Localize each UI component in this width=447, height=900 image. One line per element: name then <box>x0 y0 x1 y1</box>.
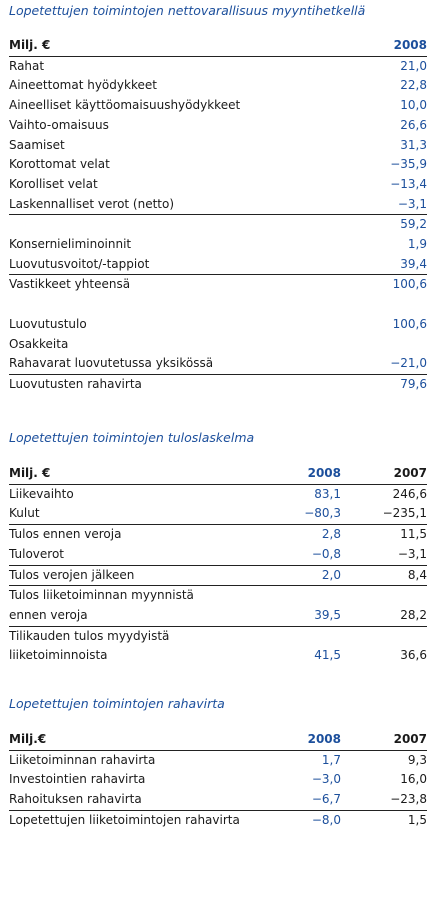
value-2008: −3,0 <box>311 772 341 787</box>
value-2008: 100,6 <box>392 316 427 331</box>
value-2008: 2,0 <box>229 565 341 586</box>
value-2008: −6,7 <box>311 792 341 807</box>
section-title-cashflow: Lopetettujen toimintojen rahavirta <box>9 696 225 711</box>
row-label: Korottomat velat <box>9 157 110 172</box>
section-title-disposals: Lopetettujen toimintojen nettovarallisuus myyntihetkellä <box>9 3 366 18</box>
row-label: Vastikkeet yhteensä <box>9 275 339 295</box>
spacer-row <box>9 295 427 315</box>
table-row <box>9 155 427 175</box>
row-label: Investointien rahavirta <box>9 772 146 787</box>
table-header-row <box>9 36 427 56</box>
table-row <box>9 335 427 355</box>
table-row <box>9 354 427 374</box>
value-2008: 2,8 <box>229 525 341 545</box>
table-header-row <box>9 730 427 750</box>
value-2008: 26,6 <box>400 117 427 132</box>
value-2008: 21,0 <box>400 58 427 73</box>
value-2008: 1,7 <box>321 752 341 767</box>
table-row <box>9 175 427 195</box>
column-header-label: Milj. € <box>9 36 339 56</box>
table-row <box>9 484 427 504</box>
column-header-label: Milj. € <box>9 464 229 484</box>
total-row <box>9 810 427 830</box>
row-label-line: Tilikauden tulos myydyistä <box>9 628 170 643</box>
row-label: Korolliset velat <box>9 176 98 191</box>
table-row <box>9 504 427 524</box>
value-2008: 41,5 <box>229 626 341 666</box>
value-2008: −21,0 <box>390 356 427 371</box>
row-label: Saamiset <box>9 137 65 152</box>
table-row <box>9 545 427 565</box>
subtotal-row <box>9 215 427 235</box>
subtotal-row <box>9 525 427 545</box>
row-label <box>9 215 339 235</box>
table-row <box>9 235 427 255</box>
row-label: Tulos verojen jälkeen <box>9 565 229 586</box>
value-2007: 11,5 <box>341 525 427 545</box>
row-label: Vaihto-omaisuus <box>9 117 109 132</box>
table-row <box>9 790 427 810</box>
column-header-label: Milj.€ <box>9 730 249 750</box>
disposals-table <box>9 36 427 395</box>
row-label: Osakkeita <box>9 336 69 351</box>
column-header-2007: 2007 <box>341 730 427 750</box>
value-2007: 16,0 <box>400 772 427 787</box>
total-row <box>9 374 427 394</box>
table-row <box>9 116 427 136</box>
value-2008: 39,4 <box>400 256 427 271</box>
row-label <box>9 626 229 666</box>
income-table <box>9 464 427 666</box>
value-2008: 10,0 <box>400 98 427 113</box>
value-2007: 28,2 <box>341 586 427 626</box>
table-row <box>9 96 427 116</box>
value-2008 <box>339 335 427 355</box>
table-row <box>9 255 427 275</box>
column-header-2008: 2008 <box>339 36 427 56</box>
value-2007: −23,8 <box>390 792 427 807</box>
value-2008: −3,1 <box>397 196 427 211</box>
row-label: Rahat <box>9 58 45 73</box>
row-label: Kulut <box>9 506 40 521</box>
value-2008: 22,8 <box>400 78 427 93</box>
subtotal-row <box>9 565 427 586</box>
value-2007: 8,4 <box>341 565 427 586</box>
row-label: Luovutustulo <box>9 316 87 331</box>
column-header-2008: 2008 <box>229 464 341 484</box>
row-label: Rahoituksen rahavirta <box>9 792 142 807</box>
row-label: Tuloverot <box>9 546 64 561</box>
row-label: Tulos ennen veroja <box>9 525 229 545</box>
value-2008: −80,3 <box>304 506 341 521</box>
total-row <box>9 275 427 295</box>
row-label: Lopetettujen liiketoimintojen rahavirta <box>9 810 249 830</box>
section-title-income: Lopetettujen toimintojen tuloslaskelma <box>9 430 255 445</box>
column-header-2007: 2007 <box>341 464 427 484</box>
value-2008: 79,6 <box>339 374 427 394</box>
row-label-line: liiketoiminnoista <box>9 648 108 663</box>
row-label: Aineettomat hyödykkeet <box>9 78 157 93</box>
value-2008: 100,6 <box>339 275 427 295</box>
table-header-row <box>9 464 427 484</box>
row-label: Rahavarat luovutetussa yksikössä <box>9 356 214 371</box>
row-label-line: Tulos liiketoiminnan myynnistä <box>9 588 194 603</box>
table-row <box>9 136 427 156</box>
total-row <box>9 626 427 666</box>
cashflow-table <box>9 730 427 831</box>
value-2008: 39,5 <box>229 586 341 626</box>
table-row <box>9 195 427 215</box>
value-2008: 1,9 <box>407 237 427 252</box>
value-2007: 9,3 <box>407 752 427 767</box>
value-2008: −35,9 <box>390 157 427 172</box>
column-header-2008: 2008 <box>249 730 341 750</box>
table-row <box>9 315 427 335</box>
table-row <box>9 56 427 76</box>
table-row <box>9 750 427 770</box>
row-label <box>9 586 229 626</box>
row-label: Liiketoiminnan rahavirta <box>9 752 156 767</box>
value-2007: 1,5 <box>341 810 427 830</box>
value-2007: 246,6 <box>392 486 427 501</box>
value-2008: 83,1 <box>314 486 341 501</box>
row-label: Luovutusten rahavirta <box>9 374 339 394</box>
row-label: Konsernieliminoinnit <box>9 237 132 252</box>
value-2008: −0,8 <box>311 546 341 561</box>
value-2008: 31,3 <box>400 137 427 152</box>
value-2007: −3,1 <box>397 546 427 561</box>
row-label: Liikevaihto <box>9 486 74 501</box>
value-2008: 59,2 <box>339 215 427 235</box>
value-2008: −13,4 <box>390 176 427 191</box>
table-row <box>9 586 427 626</box>
row-label: Aineelliset käyttöomaisuushyödykkeet <box>9 98 241 113</box>
value-2007: 36,6 <box>341 626 427 666</box>
table-row <box>9 770 427 790</box>
table-row <box>9 76 427 96</box>
value-2007: −235,1 <box>382 506 427 521</box>
row-label: Luovutusvoitot/-tappiot <box>9 256 150 271</box>
value-2008: −8,0 <box>249 810 341 830</box>
row-label: Laskennalliset verot (netto) <box>9 196 175 211</box>
row-label-line: ennen veroja <box>9 607 88 622</box>
